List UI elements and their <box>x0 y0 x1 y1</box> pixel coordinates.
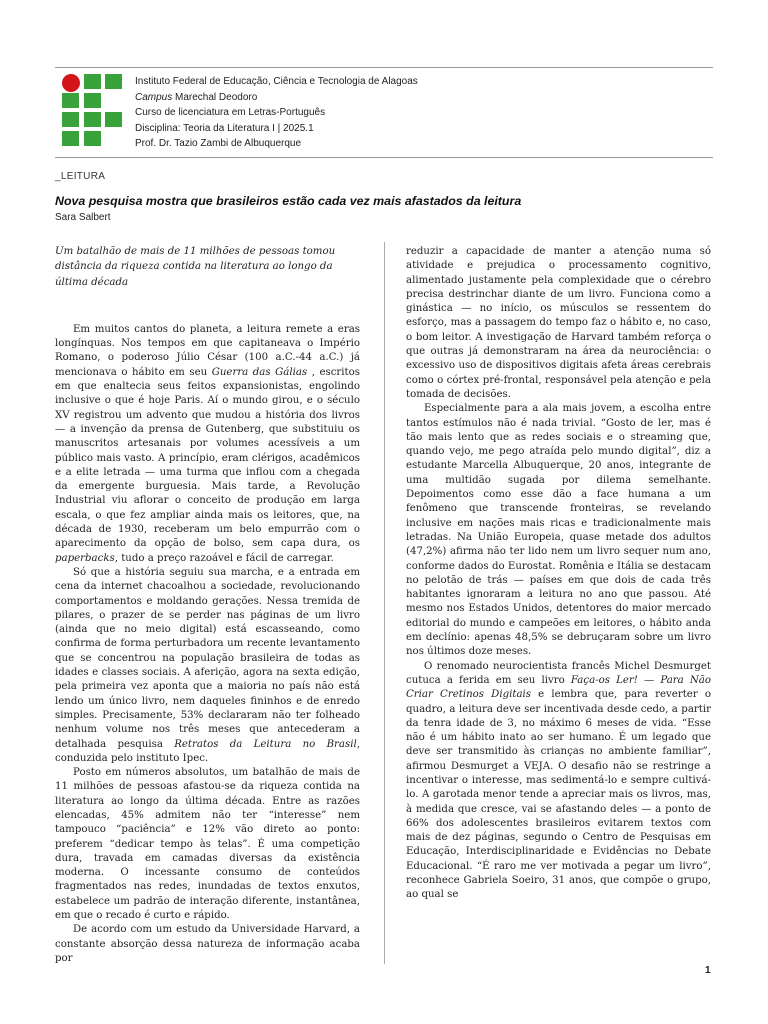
page-number: 1 <box>705 965 711 976</box>
section-label: _LEITURA <box>55 171 106 182</box>
paragraph-1: Em muitos cantos do planeta, a leitura remete a eras longínquas. Nos tempos em que capitaneava o Império Romano, o poderoso Júlio César (100 a.C.-44 a.C.) já mencionava o hábito em seu Guerra das Gálias , escritos em que enaltecia seus feitos expansionistas, engolindo inclusive o que é hoje Paris. Aí o mundo girou, e o século XV registrou um advento que mudou a história dos livros — a invenção da prensa de Gutenberg, que substituiu os manuscritos artesanais por volumes acessíveis a um público mais vasto. A princípio, eram clérigos, acadêmicos e a elite letrada — uma turma que inflou com a chegada da emergente burguesia. Mais tarde, a Revolução Industrial viu aflorar o conceito de produção em larga escala, o que fez ampliar ainda mais os leitores, que, na década de 1930, receberam um belo empurrão com o aparecimento da opção de bolso, sem capa dura, os paperbacks, tudo a preço razoável e fácil de carregar. <box>55 323 361 564</box>
header-top-rule <box>55 67 713 68</box>
column-divider <box>384 242 385 964</box>
paragraph-5: Especialmente para a ala mais jovem, a escolha entre tantos estímulos não é nada trivial. “Gosto de ler, mas é tão mais lento que as redes sociais e o streaming que, quando vejo, me pego atraída pelo mundo digital”, diz a estudante Marcella Albuquerque, 20 anos, integrante de uma multidão sugada por dilema semelhante. Depoimentos como esse dão a face humana a um fenômeno que transcende fronteiras, se revelando inclusive em nações mais ricas e tradicionalmente mais letradas. Na União Europeia, quase metade dos adultos (47,2%) afirma não ter lido nem um livro sequer num ano, conforme dados do Eurostat. Romênia e Itália se destacam no pelotão de trás — países em que dois de cada três habitantes ignoraram a leitura no ano que passou. Até mesmo nos Estados Unidos, detentores do maior mercado editorial do mundo e campeões em leitores, o hábito anda em declínio: apenas 48,5% se debruçaram sobre um livro nos últimos doze meses. <box>406 403 711 658</box>
article-author: Sara Salbert <box>55 212 111 223</box>
institute-logo-icon <box>62 74 124 146</box>
article-title: Nova pesquisa mostra que brasileiros estão cada vez mais afastados da leitura <box>55 194 522 208</box>
institution-header <box>135 74 418 152</box>
professor-name: Prof. Dr. Tazio Zambi de Albuquerque <box>135 138 302 150</box>
campus-line <box>135 90 418 106</box>
article-column-right <box>406 245 711 903</box>
paragraph-4-start: De acordo com um estudo da Universidade Harvard, a constante absorção dessa natureza de informação acaba por <box>55 924 360 964</box>
discipline-name: Disciplina: Teoria da Literatura I | 2025.1 <box>135 122 314 134</box>
paragraph-2: Só que a história seguiu sua marcha, e a entrada em cena da internet chacoalhou a sociedade, revolucionando comportamentos e moldando gerações. Nessa tremida de pilares, o prazer de se perder nas páginas de um livro (ainda que no meio digital) está escasseando, como confirma de forma perturbadora um recente levantamento que se concentrou na população brasileira de todas as idades e classes sociais. A aferição, agora na sexta edição, pela primeira vez aponta que a maioria no país não está lendo um único livro, nem daqueles fininhos e de enredo simples. Precisamente, 53% declararam não ter folheado nenhum volume nos três meses que antecederam a detalhada pesquisa Retratos da Leitura no Brasil, conduzida pelo instituto Ipec. <box>55 566 360 764</box>
course-name: Curso de licenciatura em Letras-Português <box>135 107 326 119</box>
article-lede: Um batalhão de mais de 11 milhões de pessoas tomou distância da riqueza contida na literatura ao longo da última década <box>55 246 336 288</box>
institution-name: Instituto Federal de Educação, Ciência e Tecnologia de Alagoas <box>135 76 418 87</box>
header-bottom-rule <box>55 157 713 158</box>
campus-prefix: Campus <box>135 91 173 103</box>
campus-name: Marechal Deodoro <box>172 91 258 103</box>
paragraph-4-continued: reduzir a capacidade de manter a atenção numa só atividade e prejudica o processamento cognitivo, alimentado justamente pela complexidade que o cérebro precisa destrinchar diante de um livro. Funciona como a ginástica — no início, os músculos se ressentem do esforço, mas a passagem do tempo faz o hábito e, no caso, o bom leitor. A investigação de Harvard também reforça o que outras já demonstraram na área da neurociência: o excessivo uso de dispositivos digitais afeta áreas cerebrais como o córtex pré-frontal, responsável pela atenção e pela tomada de decisões. <box>406 246 711 400</box>
article-column-left <box>55 244 360 966</box>
paragraph-3: Posto em números absolutos, um batalhão de mais de 11 milhões de pessoas afastou-se da riqueza contida na literatura ao longo da última década. Entre as razões elencadas, 45% admitem não ter “interesse” nem tampouco “paciência” e 12% vão direto ao ponto: preferem “dedicar tempo às telas”. É uma competição dura, travada em camadas diversas da existência moderna. O incessante consumo de conteúdos fragmentados nas redes, inundadas de textos enxutos, estabelece um padrão de interação diferente, instantânea, em que o recado é curto e rápido. <box>55 767 360 922</box>
paragraph-6: O renomado neurocientista francês Michel Desmurget cutuca a ferida em seu livro Faça-os Ler! — Para Não Criar Cretinos Digitais e lembra que, para reverter o quadro, a leitura deve ser incentivada desde cedo, a partir da tenra idade de 3, no máximo 6 meses de vida. “Esse não é um hábito inato ao ser humano. É um legado que deve ser transmitido às crianças no ambiente familiar”, afirmou Desmurget a VEJA. O desafio não se restringe a incentivar o interesse, mas sedimentá-lo e sempre cultivá-lo. A garotada menor tende a apreciar mais os livros, mas, à medida que cresce, vai se afastando deles — a ponto de 66% dos adolescentes brasileiros evitarem textos com mais de dez páginas, segundo o Centro de Pesquisas em Educação, Interdisciplinaridade e Evidências no Debate Educacional. “É raro me ver motivada a pegar um livro”, reconhece Gabriela Soeiro, 31 anos, que compõe o grupo, ao qual se <box>406 660 711 901</box>
